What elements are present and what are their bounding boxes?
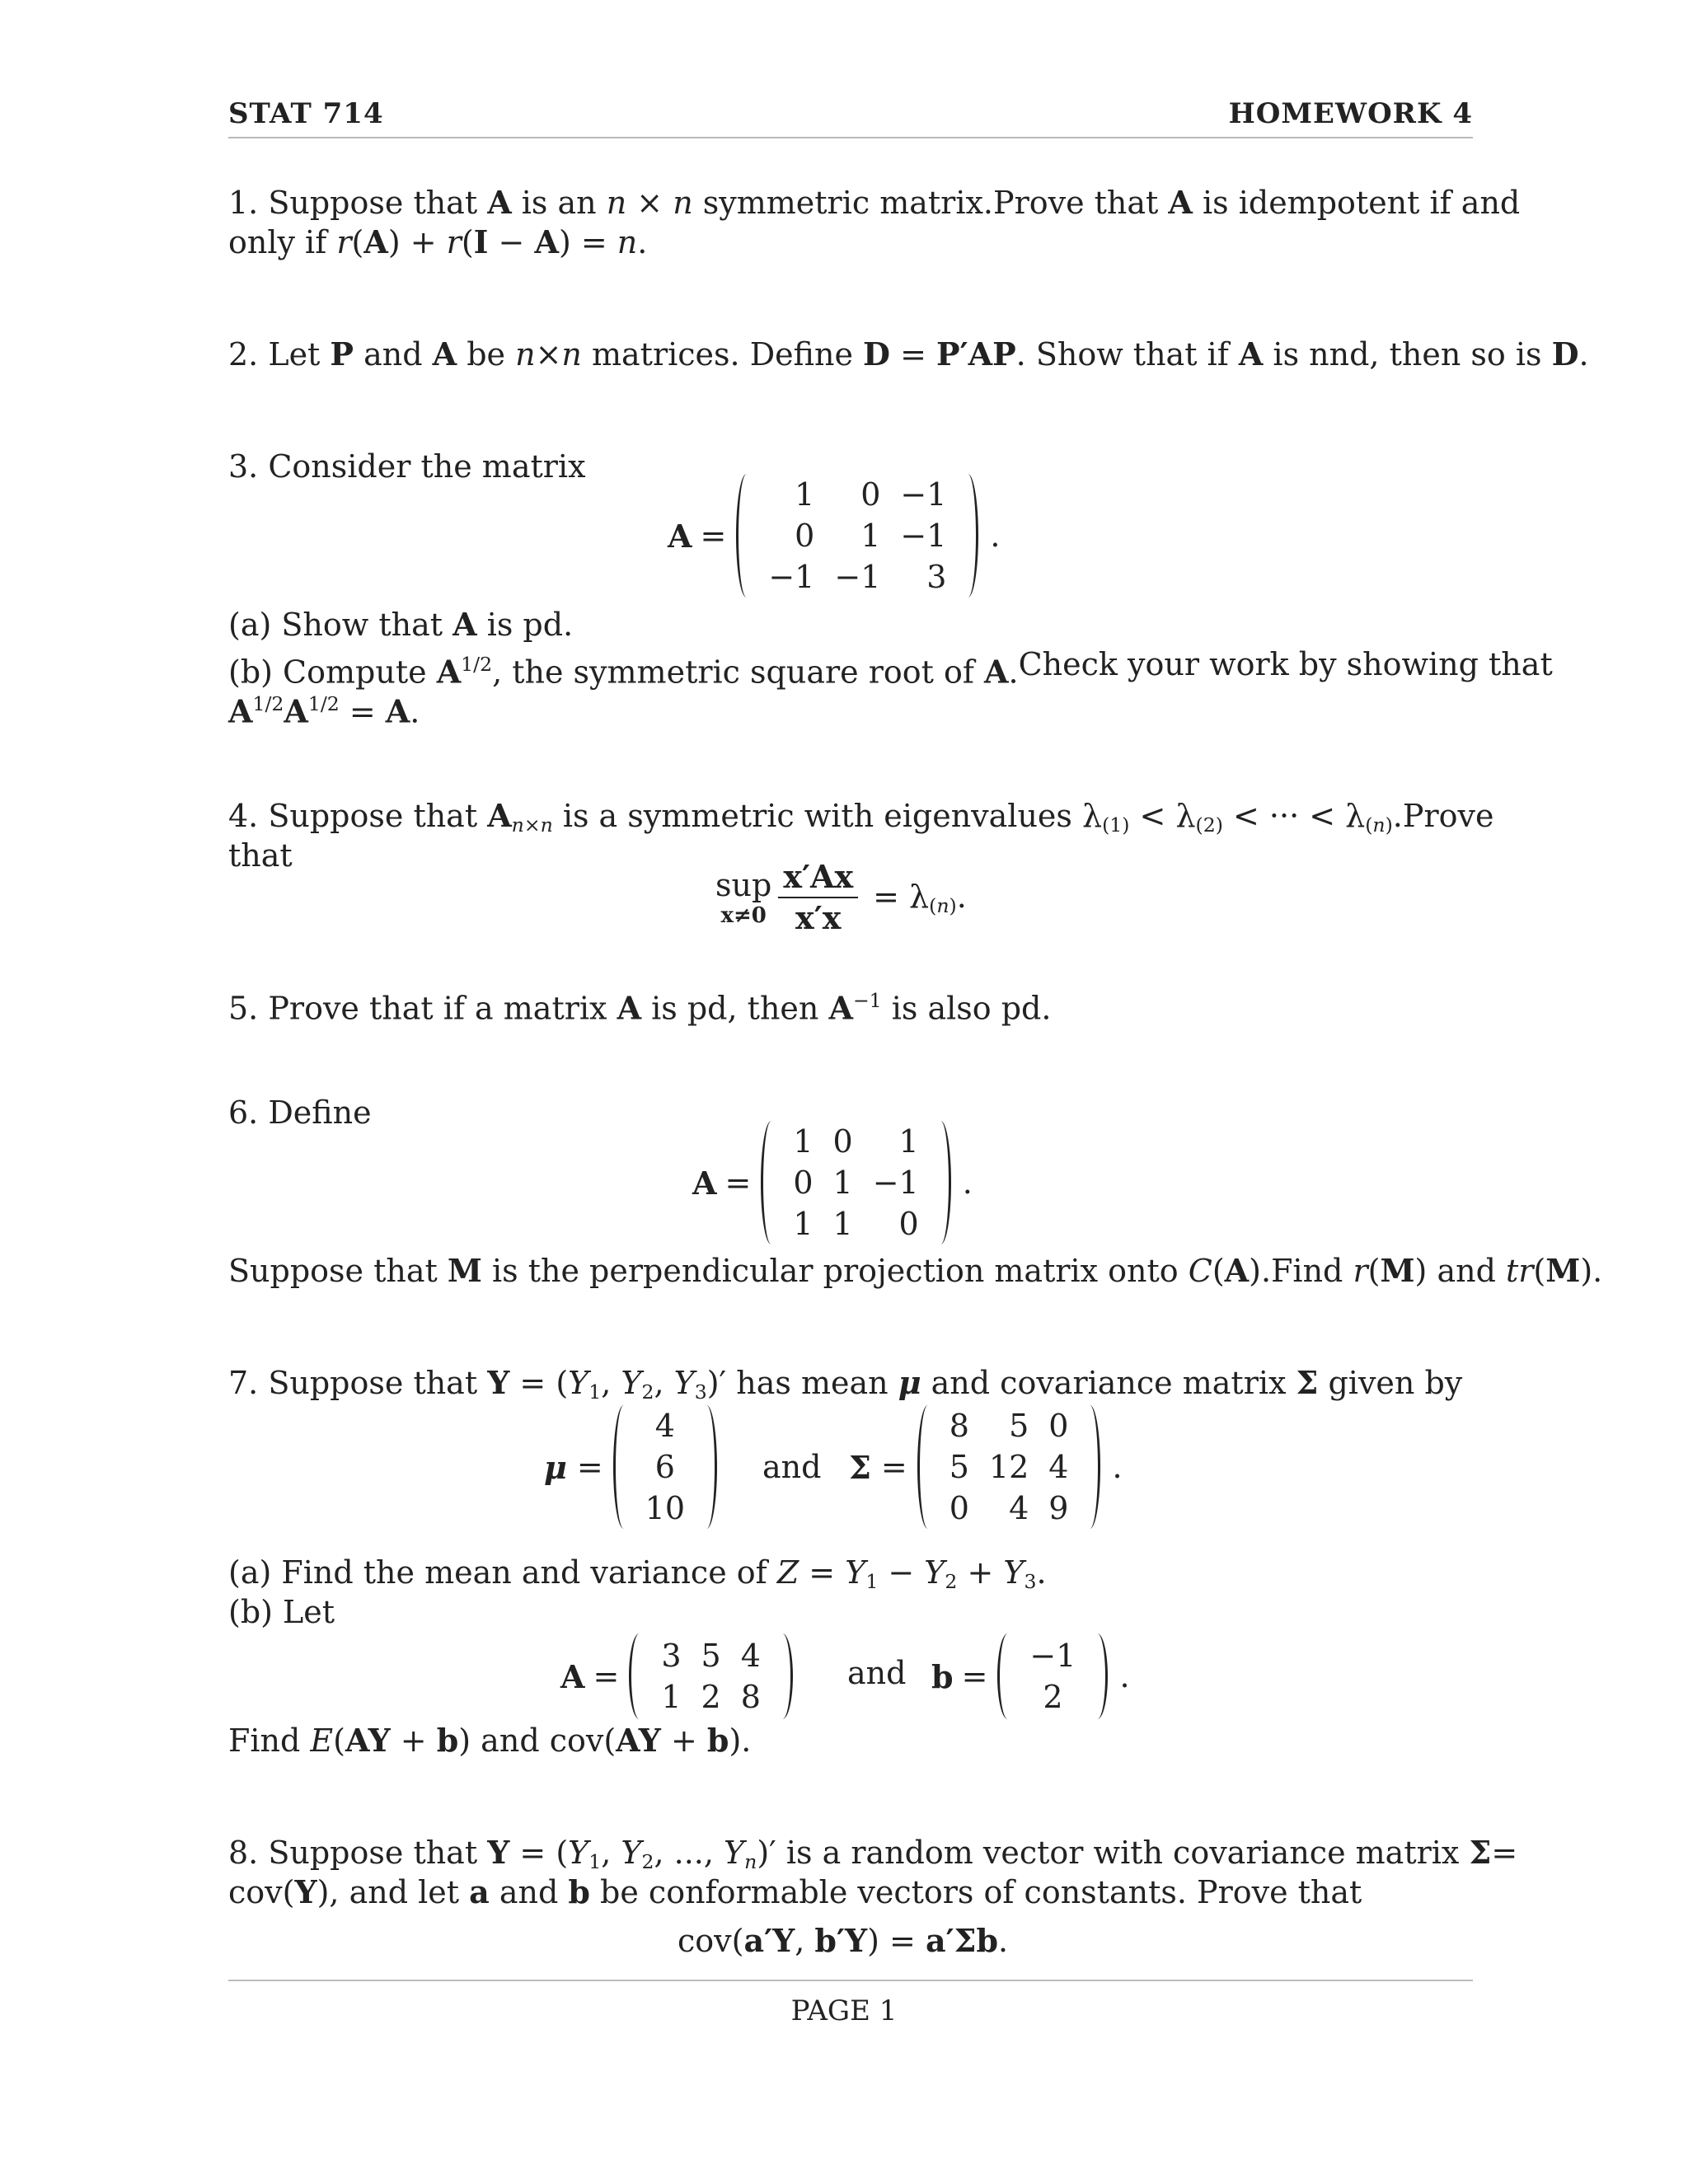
vector-b7-row [1020,1676,1085,1718]
matrix-a7-row [651,1635,771,1676]
footer-rule [228,1980,1473,1981]
problem-7-part-a: (a) Find the mean and variance of $Z = Y_1 - Y_2 + Y_3$. [228,1554,1047,1593]
matrix-a7-cell: 8 [740,1679,761,1715]
problem-3-matrix: A = 1 0 −1 0 1 −1 −1 −1 3 . [668,474,1001,598]
problem-3-intro: 3. Consider the matrix [228,448,586,485]
problem-8-line-2: cov(Y), and let a and b be conformable vectors of constants. Prove that [228,1873,1362,1910]
problem-6-matrix: A = 1 0 1 0 1 −1 1 1 0 . [692,1121,973,1244]
matrix-a7-cell: 3 [661,1638,682,1674]
vector-b7-row [1020,1635,1085,1676]
fraction-denominator: x′x [795,899,842,936]
problem-4-line-1: 4. Suppose that $A_{n\times n}$ is a symmetric with eigenvalues $\lambda_{(1)} < \lambda_{(2)}$ < ··· < $\lambda_{(n)}$. Prove [228,797,1494,837]
covariance-cell: 5 [949,1449,969,1485]
sup-subscript: x≠0 [720,903,767,928]
problem-4-line-2: that [228,837,293,874]
problem-7-covariance-matrix: Σ = 8 5 0 5 12 4 0 4 9 . [849,1405,1123,1529]
mean-vector-row [635,1405,695,1446]
matrix-a7-cell: 2 [701,1679,721,1715]
matrix-3-row [758,515,956,556]
matrix-a7-row [651,1676,771,1718]
covariance-cell: 0 [949,1490,969,1526]
problem-6-intro: 6. Define [228,1094,372,1131]
mean-vector-cell: 6 [654,1449,675,1485]
covariance-cell: 9 [1048,1490,1069,1526]
matrix-6-cell: 0 [832,1123,853,1160]
covariance-cell: 4 [1009,1490,1029,1526]
problem-4-equation: sup x≠0 $\frac{x'Ax}{x'x}$ = $\lambda_{(n)}$. [715,858,967,936]
problem-7-matrix-A: A = 3 5 4 1 2 8 [560,1633,793,1719]
problem-8-line-1: 8. Suppose that $Y = (Y_1$, $Y_2$, ..., $Y_n)'$ is a random vector with covariance matrix Σ = [228,1834,1518,1873]
covariance-cell: 4 [1048,1449,1069,1485]
mean-vector-cell: 4 [654,1408,675,1444]
vector-b7-cell: 2 [1043,1679,1063,1715]
matrix-3-cell: 1 [860,518,881,554]
matrix-6-row [783,1203,928,1244]
covariance-row [940,1405,1079,1446]
matrix-3-cell: 3 [926,559,947,595]
mean-vector-cell: 10 [645,1490,686,1526]
matrix-6-row [783,1162,928,1203]
problem-3-part-a: (a) Show that A is pd. [228,606,574,643]
matrix-6-cell: 1 [832,1165,853,1201]
problem-7-vector-b: b = −1 2 . [931,1633,1130,1719]
problem-2: 2. Let P and A be n×n matrices. Define D = P′AP. Show that if A is nnd, then so is D. [228,335,1589,373]
matrix-6-cell: 1 [793,1206,814,1242]
page-number: PAGE 1 [790,1994,898,2027]
matrix-6-cell: −1 [872,1165,919,1201]
problem-7-find: Find E(AY + b) and cov(AY + b). [228,1722,752,1759]
problem-7-part-b: (b) Let [228,1594,335,1630]
homework-title: HOMEWORK 4 [1228,97,1473,130]
mean-vector-row [635,1488,695,1529]
header-rule [228,137,1473,138]
covariance-cell: 8 [949,1408,969,1444]
matrix-6-cell: 1 [832,1206,853,1242]
covariance-cell: 12 [988,1449,1029,1485]
matrix-3-cell: 0 [860,476,881,513]
problem-7-mean-vector: μ = 4 6 10 [544,1405,717,1529]
covariance-row [940,1488,1079,1529]
covariance-cell: 0 [1048,1408,1069,1444]
matrix-3-cell: −1 [900,476,947,513]
mean-vector-row [635,1446,695,1488]
matrix-a7-cell: 4 [740,1638,761,1674]
problem-6-line-2: Suppose that M is the perpendicular projection matrix onto C(A). Find r(M) and tr(M). [228,1252,1603,1289]
vector-b7-cell: −1 [1029,1638,1076,1674]
matrix-3-cell: 1 [795,476,815,513]
matrix-a7-cell: 1 [661,1679,682,1715]
problem-7-and: and [762,1449,822,1485]
matrix-3-cell: −1 [768,559,815,595]
fraction-numerator: x′Ax [778,857,858,898]
matrix-a7-cell: 5 [701,1638,721,1674]
problem-3-part-b-line-2: $A^{1/2}A^{1/2} = A$. [228,692,420,730]
matrix-6-cell: 1 [898,1123,919,1160]
matrix-3-cell: −1 [900,518,947,554]
matrix-3-row [758,556,956,598]
matrix-6-cell: 0 [898,1206,919,1242]
problem-8-equation: cov(a′Y, b′Y) = a′Σb. [678,1922,1009,1959]
covariance-row [940,1446,1079,1488]
covariance-cell: 5 [1009,1408,1029,1444]
problem-3-part-b-line-1: (b) Compute $A^{1/2}$, the symmetric square root of A. Check your work by showing that [228,646,1553,691]
matrix-6-row [783,1121,928,1162]
course-code: STAT 714 [228,97,384,130]
problem-5: 5. Prove that if a matrix A is pd, then $A^{-1}$ is also pd. [228,989,1052,1027]
matrix-6-cell: 0 [793,1165,814,1201]
matrix-6-cell: 1 [793,1123,814,1160]
problem-1-line-2: only if r(A) + r(I − A) = n. [228,223,648,260]
problem-1-line-1: 1. Suppose that A is an n × n symmetric matrix. Prove that A is idempotent if and [228,184,1521,221]
problem-7-and-2: and [847,1655,907,1691]
sup-operator: sup [715,867,772,903]
matrix-3-row [758,474,956,515]
matrix-3-cell: −1 [834,559,881,595]
problem-7-line-1: 7. Suppose that $Y = (Y_1$, $Y_2$, $Y_3)'$ has mean μ and covariance matrix Σ given by [228,1364,1463,1404]
matrix-3-cell: 0 [795,518,815,554]
